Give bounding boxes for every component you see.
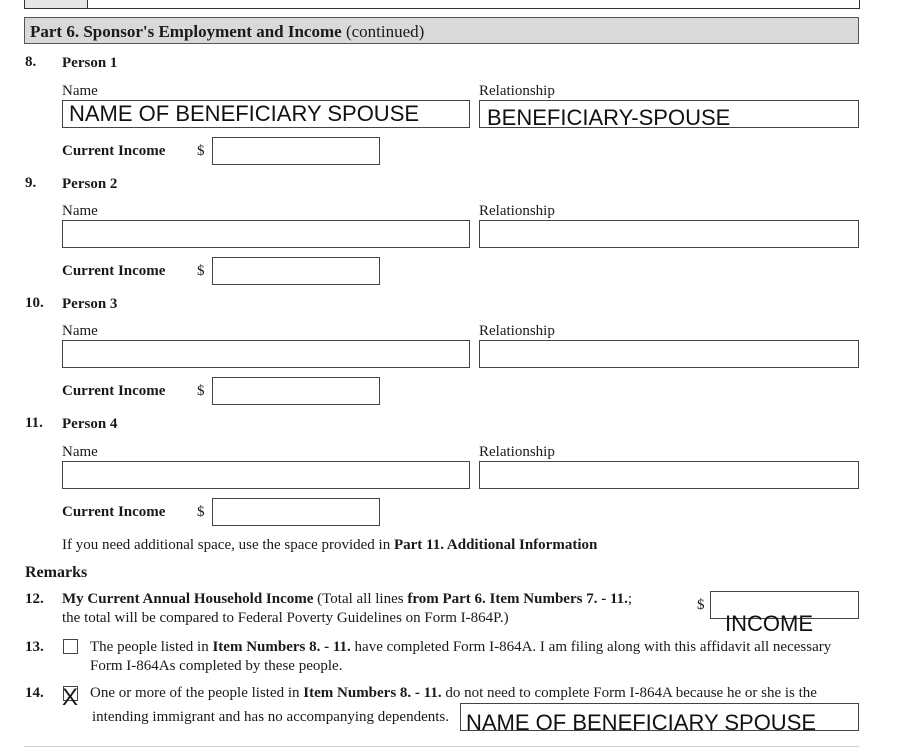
item-number-10: 10. [25, 295, 44, 311]
person-3-relationship-field[interactable] [479, 340, 859, 368]
previous-section-cell [25, 0, 88, 8]
note-bold: Part 11. Additional Information [393, 537, 598, 553]
person-1-name-field[interactable] [62, 100, 470, 128]
bottom-divider [24, 746, 859, 747]
person-3-label: Person 3 [62, 296, 118, 312]
person-3-income-label: Current Income [62, 383, 166, 399]
person-4-name-field[interactable] [62, 461, 470, 489]
person-2-dollar-sign: $ [197, 263, 205, 279]
person-3-income-field[interactable] [212, 377, 380, 405]
previous-section-strip [24, 0, 860, 9]
person-4-income-field[interactable] [212, 498, 380, 526]
item-number-13: 13. [25, 639, 44, 655]
part-subtitle: (continued) [345, 22, 425, 41]
person-2-label: Person 2 [62, 176, 118, 192]
person-1-income-label: Current Income [62, 143, 166, 159]
item-12-text1: (Total all lines [313, 591, 408, 607]
person-2-relationship-label: Relationship [479, 203, 555, 219]
item-14-bold1: Item Numbers 8. - 11. [303, 685, 442, 701]
person-3-name-field[interactable] [62, 340, 470, 368]
person-2-relationship-field[interactable] [479, 220, 859, 248]
person-2-income-label: Current Income [62, 263, 166, 279]
item-14-check-mark: X [62, 684, 79, 711]
person-3-dollar-sign: $ [197, 383, 205, 399]
person-4-income-label: Current Income [62, 504, 166, 520]
person-1-relationship-value: BENEFICIARY-SPOUSE [487, 105, 731, 130]
person-4-relationship-label: Relationship [479, 444, 555, 460]
item-14-name-field[interactable] [460, 703, 859, 735]
item-13-text [90, 638, 870, 676]
item-13-bold1: Item Numbers 8. - 11. [212, 639, 351, 655]
person-4-label: Person 4 [62, 416, 118, 432]
item-12-line2: the total will be compared to Federal Poverty Guidelines on Form I-864P.) [62, 610, 509, 626]
person-1-relationship-label: Relationship [479, 83, 555, 99]
person-3-name-label: Name [62, 323, 98, 339]
item-12-text [62, 590, 682, 628]
additional-space-note [62, 536, 597, 555]
person-4-name-label: Name [62, 444, 98, 460]
item-14-line2: intending immigrant and has no accompanying dependents. [92, 709, 449, 725]
item-13-text2: have completed Form I-864A. I am filing along with this affidavit all necessary [350, 639, 832, 655]
part-header [24, 17, 859, 44]
person-1-income-field[interactable] [212, 137, 380, 165]
item-14-text1: One or more of the people listed in [90, 685, 304, 701]
person-2-income-field[interactable] [212, 257, 380, 285]
item-number-9: 9. [25, 175, 37, 191]
item-number-11: 11. [25, 415, 43, 431]
part-title: Part 6. Sponsor's Employment and Income [30, 22, 342, 41]
item-13-checkbox[interactable] [63, 639, 78, 654]
item-12-bold1: My Current Annual Household Income [62, 591, 314, 607]
item-12-bold2: from Part 6. Item Numbers 7. - 11. [407, 591, 628, 607]
person-1-label: Person 1 [62, 55, 118, 71]
item-14-text2: do not need to complete Form I-864A because he or she is the [441, 685, 817, 701]
person-1-relationship-field[interactable] [479, 100, 859, 128]
person-2-name-field[interactable] [62, 220, 470, 248]
note-text: If you need additional space, use the space provided in [62, 537, 394, 553]
item-12-dollar-sign: $ [697, 597, 705, 613]
remarks-heading: Remarks [25, 564, 88, 581]
person-2-name-label: Name [62, 203, 98, 219]
person-1-name-label: Name [62, 83, 98, 99]
person-3-relationship-label: Relationship [479, 323, 555, 339]
item-13-line2: Form I-864As completed by these people. [90, 658, 343, 674]
person-1-name-value: NAME OF BENEFICIARY SPOUSE [69, 101, 420, 126]
person-4-relationship-field[interactable] [479, 461, 859, 489]
item-14-name-value: NAME OF BENEFICIARY SPOUSE [466, 710, 817, 735]
person-4-dollar-sign: $ [197, 504, 205, 520]
person-1-dollar-sign: $ [197, 143, 205, 159]
item-13-text1: The people listed in [90, 639, 213, 655]
item-14-text [90, 684, 870, 703]
item-number-12: 12. [25, 591, 44, 607]
household-income-field[interactable] [710, 591, 859, 636]
item-number-14: 14. [25, 685, 44, 701]
household-income-value: INCOME [725, 611, 813, 636]
item-12-text2: ; [627, 591, 633, 607]
item-number-8: 8. [25, 54, 37, 70]
